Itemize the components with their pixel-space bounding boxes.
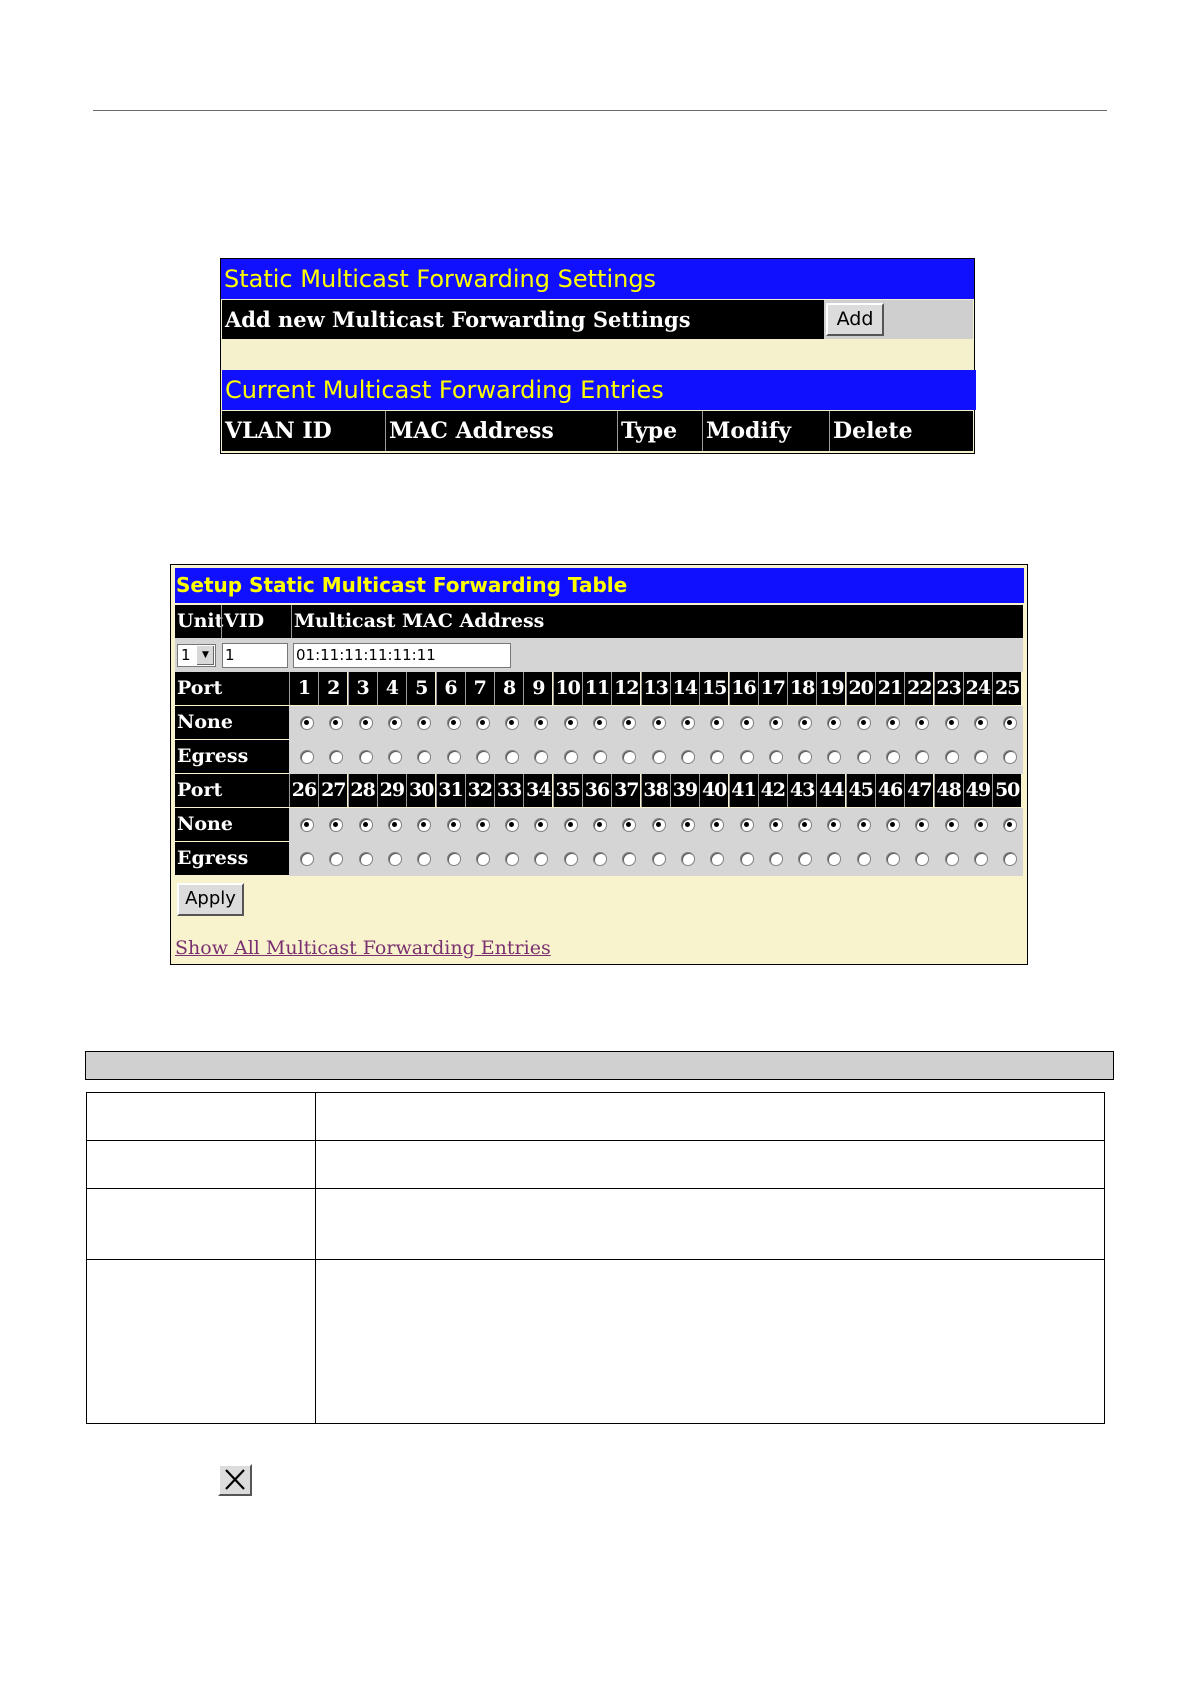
egress-radio[interactable]	[388, 852, 402, 866]
port-number: 27	[318, 774, 347, 807]
table-caption-bar	[85, 1051, 1114, 1080]
none-radio[interactable]	[974, 716, 988, 730]
port-number: 2	[318, 672, 347, 705]
egress-radio[interactable]	[974, 750, 988, 764]
none-radio[interactable]	[945, 818, 959, 832]
static-multicast-settings-panel	[220, 258, 975, 454]
none-radio[interactable]	[447, 716, 461, 730]
port-number: 10	[553, 672, 582, 705]
port-number: 12	[611, 672, 640, 705]
panel-title: Static Multicast Forwarding Settings	[221, 259, 974, 299]
egress-radio[interactable]	[359, 750, 373, 764]
port-number: 18	[787, 672, 816, 705]
none-row-label: None	[175, 808, 289, 841]
port-number: 44	[816, 774, 845, 807]
column-vlan-id: VLAN ID	[225, 418, 332, 444]
port-number: 38	[641, 774, 670, 807]
port-number: 8	[494, 672, 523, 705]
add-new-settings-label: Add new Multicast Forwarding Settings	[222, 300, 824, 339]
egress-radio[interactable]	[681, 750, 695, 764]
none-radio[interactable]	[681, 716, 695, 730]
none-radio[interactable]	[593, 818, 607, 832]
egress-radio[interactable]	[300, 852, 314, 866]
none-radio[interactable]	[388, 818, 402, 832]
close-icon	[218, 1464, 252, 1496]
egress-radio[interactable]	[505, 750, 519, 764]
apply-button[interactable]: Apply	[177, 883, 244, 916]
port-number: 14	[670, 672, 699, 705]
port-number: 23	[934, 672, 963, 705]
none-radio[interactable]	[769, 818, 783, 832]
port-number: 31	[436, 774, 465, 807]
port-number: 5	[406, 672, 435, 705]
port-number: 36	[582, 774, 611, 807]
add-button[interactable]: Add	[826, 303, 884, 336]
port-number: 49	[963, 774, 992, 807]
egress-radio[interactable]	[740, 852, 754, 866]
egress-row-label: Egress	[175, 842, 289, 875]
parameter-description-table	[86, 1092, 1105, 1424]
port-number: 40	[699, 774, 728, 807]
mac-address-input[interactable]: 01:11:11:11:11:11	[293, 643, 511, 668]
port-number: 3	[348, 672, 377, 705]
port-row-label: Port	[175, 672, 289, 705]
port-number: 28	[348, 774, 377, 807]
port-number: 47	[904, 774, 933, 807]
egress-radio[interactable]	[769, 852, 783, 866]
none-radio[interactable]	[505, 818, 519, 832]
none-radio[interactable]	[300, 818, 314, 832]
port-number: 22	[904, 672, 933, 705]
none-radio[interactable]	[857, 818, 871, 832]
field-header-row	[175, 605, 1023, 638]
port-number: 46	[875, 774, 904, 807]
column-mac-address: MAC Address	[385, 411, 617, 451]
egress-radio[interactable]	[740, 750, 754, 764]
egress-radio[interactable]	[593, 852, 607, 866]
column-delete: Delete	[829, 411, 973, 451]
port-number: 45	[846, 774, 875, 807]
entries-table-header	[222, 411, 973, 451]
port-number: 19	[816, 672, 845, 705]
none-radio[interactable]	[886, 716, 900, 730]
none-radio[interactable]	[359, 818, 373, 832]
unit-header: Unit	[177, 610, 224, 632]
none-radio[interactable]	[505, 716, 519, 730]
none-radio[interactable]	[564, 716, 578, 730]
port-number: 43	[787, 774, 816, 807]
port-number: 37	[611, 774, 640, 807]
table-row	[87, 1093, 1105, 1141]
egress-radio[interactable]	[388, 750, 402, 764]
chevron-down-icon[interactable]: ▼	[196, 646, 214, 665]
none-radio[interactable]	[886, 818, 900, 832]
field-input-row	[175, 638, 1023, 672]
port-number: 35	[553, 774, 582, 807]
none-radio[interactable]	[359, 716, 373, 730]
column-type: Type	[617, 411, 702, 451]
port-number: 30	[406, 774, 435, 807]
none-row-label: None	[175, 706, 289, 739]
port-number: 42	[758, 774, 787, 807]
unit-select-value: 1	[181, 646, 191, 664]
unit-select[interactable]	[177, 644, 216, 667]
egress-radio[interactable]	[798, 750, 812, 764]
none-radio[interactable]	[388, 716, 402, 730]
port-number: 50	[992, 774, 1021, 807]
column-modify: Modify	[702, 411, 829, 451]
egress-radio[interactable]	[652, 852, 666, 866]
entries-title: Current Multicast Forwarding Entries	[222, 370, 976, 410]
port-number: 48	[934, 774, 963, 807]
port-number: 29	[377, 774, 406, 807]
port-number: 17	[758, 672, 787, 705]
port-number: 34	[523, 774, 552, 807]
none-radio[interactable]	[593, 716, 607, 730]
egress-radio[interactable]	[857, 750, 871, 764]
page-header-rule	[93, 110, 1107, 111]
egress-radio[interactable]	[505, 852, 519, 866]
none-radio[interactable]	[476, 818, 490, 832]
port-number: 6	[436, 672, 465, 705]
none-radio[interactable]	[652, 818, 666, 832]
egress-radio[interactable]	[447, 750, 461, 764]
egress-radio[interactable]	[476, 750, 490, 764]
vid-header: VID	[221, 605, 291, 638]
table-row	[87, 1141, 1105, 1189]
egress-radio[interactable]	[447, 852, 461, 866]
none-radio[interactable]	[740, 716, 754, 730]
none-radio[interactable]	[857, 716, 871, 730]
none-radio[interactable]	[652, 716, 666, 730]
port-number: 24	[963, 672, 992, 705]
port-number: 33	[494, 774, 523, 807]
port-number: 20	[846, 672, 875, 705]
egress-radio[interactable]	[564, 750, 578, 764]
mac-header: Multicast MAC Address	[291, 605, 1023, 638]
port-number: 39	[670, 774, 699, 807]
egress-radio[interactable]	[300, 750, 314, 764]
port-number: 41	[729, 774, 758, 807]
none-radio[interactable]	[769, 716, 783, 730]
egress-radio[interactable]	[476, 852, 490, 866]
egress-radio[interactable]	[593, 750, 607, 764]
show-all-entries-link[interactable]: Show All Multicast Forwarding Entries	[175, 937, 551, 959]
port-number: 13	[641, 672, 670, 705]
port-number: 9	[523, 672, 552, 705]
egress-radio[interactable]	[945, 750, 959, 764]
egress-radio[interactable]	[974, 852, 988, 866]
port-number: 11	[582, 672, 611, 705]
egress-row-label: Egress	[175, 740, 289, 773]
egress-radio[interactable]	[652, 750, 666, 764]
egress-radio[interactable]	[798, 852, 812, 866]
none-radio[interactable]	[564, 818, 578, 832]
egress-radio[interactable]	[359, 852, 373, 866]
egress-radio[interactable]	[886, 852, 900, 866]
panel-title: Setup Static Multicast Forwarding Table	[175, 568, 1024, 603]
port-number: 16	[729, 672, 758, 705]
close-icon-glyph	[220, 1466, 250, 1494]
egress-radio[interactable]	[945, 852, 959, 866]
egress-radio[interactable]	[769, 750, 783, 764]
none-radio[interactable]	[945, 716, 959, 730]
none-radio[interactable]	[447, 818, 461, 832]
none-radio[interactable]	[798, 716, 812, 730]
egress-radio[interactable]	[857, 852, 871, 866]
port-number: 4	[377, 672, 406, 705]
port-number: 26	[289, 774, 318, 807]
port-number: 7	[465, 672, 494, 705]
port-number: 25	[992, 672, 1021, 705]
port-number: 1	[289, 672, 318, 705]
egress-radio[interactable]	[886, 750, 900, 764]
none-radio[interactable]	[476, 716, 490, 730]
port-row-label: Port	[175, 774, 289, 807]
port-number: 32	[465, 774, 494, 807]
egress-radio[interactable]	[564, 852, 578, 866]
none-radio[interactable]	[681, 818, 695, 832]
table-row	[87, 1260, 1105, 1424]
setup-forwarding-table-panel	[170, 564, 1028, 965]
none-radio[interactable]	[740, 818, 754, 832]
add-row	[222, 300, 973, 339]
none-radio[interactable]	[300, 716, 314, 730]
spacer	[222, 339, 973, 369]
none-radio[interactable]	[974, 818, 988, 832]
egress-radio[interactable]	[681, 852, 695, 866]
port-number: 15	[699, 672, 728, 705]
table-row	[87, 1189, 1105, 1260]
vid-input[interactable]: 1	[222, 643, 288, 668]
port-number: 21	[875, 672, 904, 705]
none-radio[interactable]	[798, 818, 812, 832]
